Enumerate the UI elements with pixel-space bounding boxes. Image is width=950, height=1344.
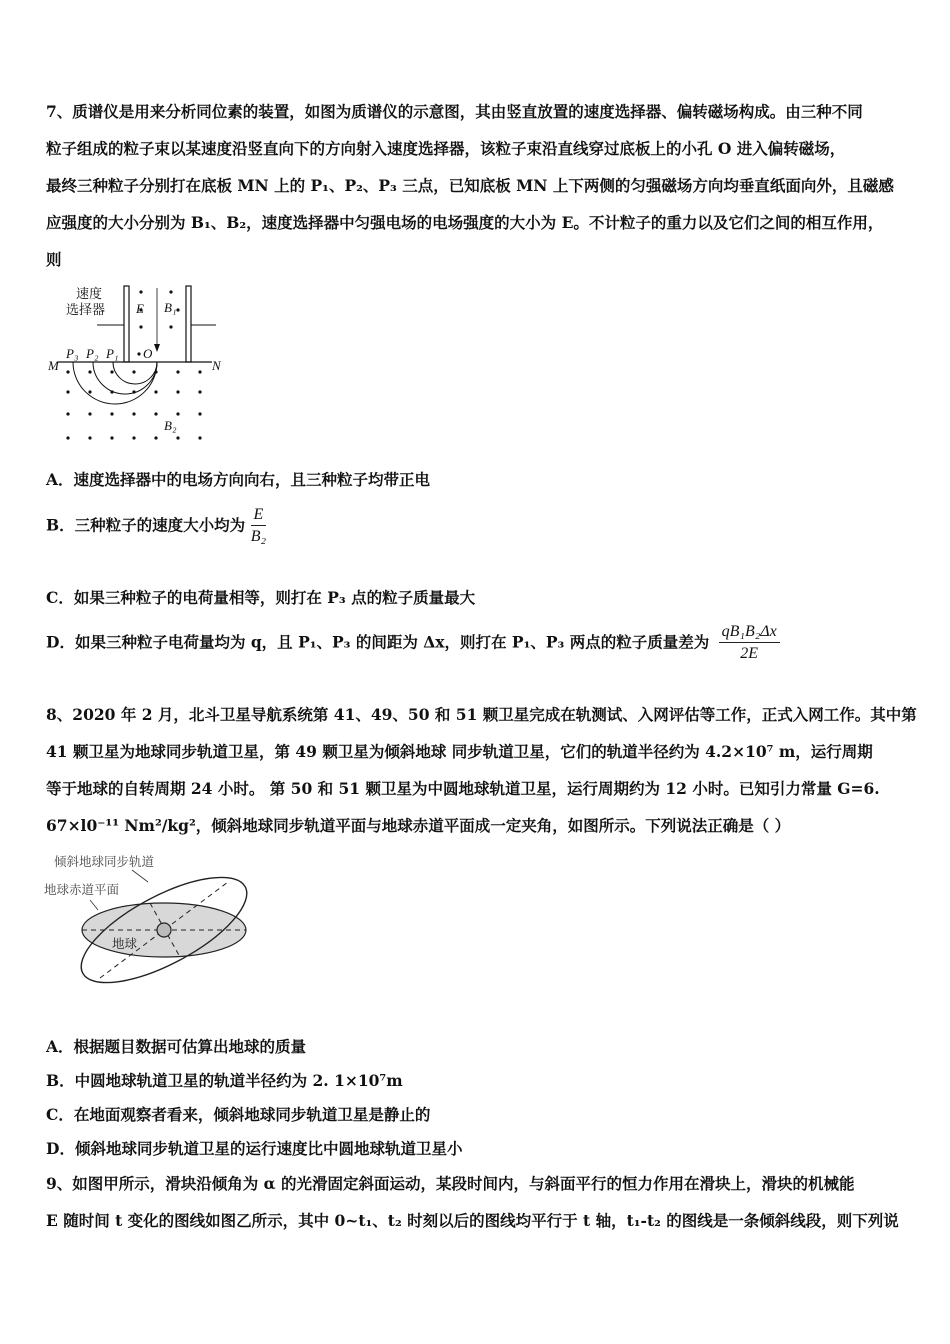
q8-line-1: 8、2020 年 2 月，北斗卫星导航系统第 41、49、50 和 51 颗卫星完成在轨测试、入网评估等工作，正式入网工作。其中第 <box>46 705 917 724</box>
q7-option-d-denominator: 2E <box>740 645 759 662</box>
label-equator-plane: 地球赤道平面 <box>44 883 120 897</box>
label-P2: P₂ <box>86 346 99 361</box>
label-P1: P₁ <box>106 346 119 361</box>
q7-option-b-fraction <box>251 505 267 548</box>
label-inclined-orbit: 倾斜地球同步轨道 <box>54 855 155 869</box>
q7-line-5: 则 <box>46 250 62 269</box>
label-N: N <box>212 358 221 373</box>
q8-line-2: 41 颗卫星为地球同步轨道卫星，第 49 颗卫星为倾斜地球 同步轨道卫星，它们的轨道半径约为 4.2×10⁷ m，运行周期 <box>46 742 873 761</box>
q7-option-d-numerator: qB₁B₂Δx <box>719 622 780 643</box>
q8-option-b: B．中圆地球轨道卫星的轨道半径约为 2. 1×10⁷m <box>46 1071 403 1090</box>
q7-option-d-text: D．如果三种粒子电荷量均为 q，且 P₁、P₃ 的间距为 Δx，则打在 P₁、P₃ 两点的粒子质量差为 <box>46 632 710 652</box>
right-plate <box>186 286 191 362</box>
label-E: E <box>136 301 144 316</box>
question-8-text <box>46 696 917 844</box>
q7-option-a: A．速度选择器中的电场方向向右，且三种粒子均带正电 <box>46 470 431 489</box>
q8-line-3: 等于地球的自转周期 24 小时。 第 50 和 51 颗卫星为中圆地球轨道卫星，运行周期约为 12 小时。已知引力常量 G=6. <box>46 779 880 798</box>
mass-spectrometer-figure <box>44 280 234 450</box>
label-P3: P₃ <box>66 346 79 361</box>
label-B1: B₁ <box>164 300 177 315</box>
q7-option-c: C．如果三种粒子的电荷量相等，则打在 P₃ 点的粒子质量最大 <box>46 588 476 607</box>
label-B2: B₂ <box>164 418 177 433</box>
deflection-field-dots <box>66 370 201 439</box>
question-9-text <box>46 1165 908 1239</box>
earth <box>157 923 171 937</box>
label-selector-1: 速度 <box>76 286 103 301</box>
question-7-text <box>46 93 908 278</box>
orbit-figure <box>40 850 260 1000</box>
q7-option-b-denominator: B₂ <box>250 528 267 545</box>
q7-option-b <box>46 505 266 548</box>
q9-line-2: E 随时间 t 变化的图线如图乙所示，其中 0~t₁、t₂ 时刻以后的图线均平行于 t 轴，t₁-t₂ 的图线是一条倾斜线段，则下列说 <box>46 1211 899 1230</box>
q7-option-b-text: B．三种粒子的速度大小均为 <box>46 515 246 535</box>
q9-line-1: 9、如图甲所示，滑块沿倾角为 α 的光滑固定斜面运动，某段时间内，与斜面平行的恒力作用在滑块上，滑块的机械能 <box>46 1174 855 1193</box>
label-O: O <box>143 346 153 361</box>
q7-option-b-numerator: E <box>251 505 267 526</box>
q7-line-2: 粒子组成的粒子束以某速度沿竖直向下的方向射入速度选择器，该粒子束沿直线穿过底板上的小孔 O 进入偏转磁场， <box>46 139 846 158</box>
q8-option-c: C．在地面观察者看来，倾斜地球同步轨道卫星是静止的 <box>46 1105 431 1124</box>
label-M: M <box>48 358 59 373</box>
q7-option-d-fraction <box>719 622 780 665</box>
q7-line-4: 应强度的大小分别为 B₁、B₂，速度选择器中匀强电场的电场强度的大小为 E。不计粒子的重力以及它们之间的相互作用， <box>46 213 884 232</box>
q7-option-d <box>46 622 780 665</box>
q8-option-d: D．倾斜地球同步轨道卫星的运行速度比中圆地球轨道卫星小 <box>46 1139 463 1158</box>
q7-line-3: 最终三种粒子分别打在底板 MN 上的 P₁、P₂、P₃ 三点，已知底板 MN 上下两侧的匀强磁场方向均垂直纸面向外，且磁感 <box>46 176 894 195</box>
label-selector-2: 选择器 <box>66 302 106 317</box>
q8-option-a: A．根据题目数据可估算出地球的质量 <box>46 1037 307 1056</box>
particle-trajectories <box>73 362 157 404</box>
q7-line-1: 7、质谱仪是用来分析同位素的装置，如图为质谱仪的示意图，其由竖直放置的速度选择器、偏转磁场构成。由三种不同 <box>46 102 863 121</box>
q8-line-4: 67×l0⁻¹¹ Nm²/kg²，倾斜地球同步轨道平面与地球赤道平面成一定夹角，如图所示。下列说法正确是（ ） <box>46 816 791 835</box>
left-plate <box>124 286 129 362</box>
label-earth: 地球 <box>112 937 138 951</box>
